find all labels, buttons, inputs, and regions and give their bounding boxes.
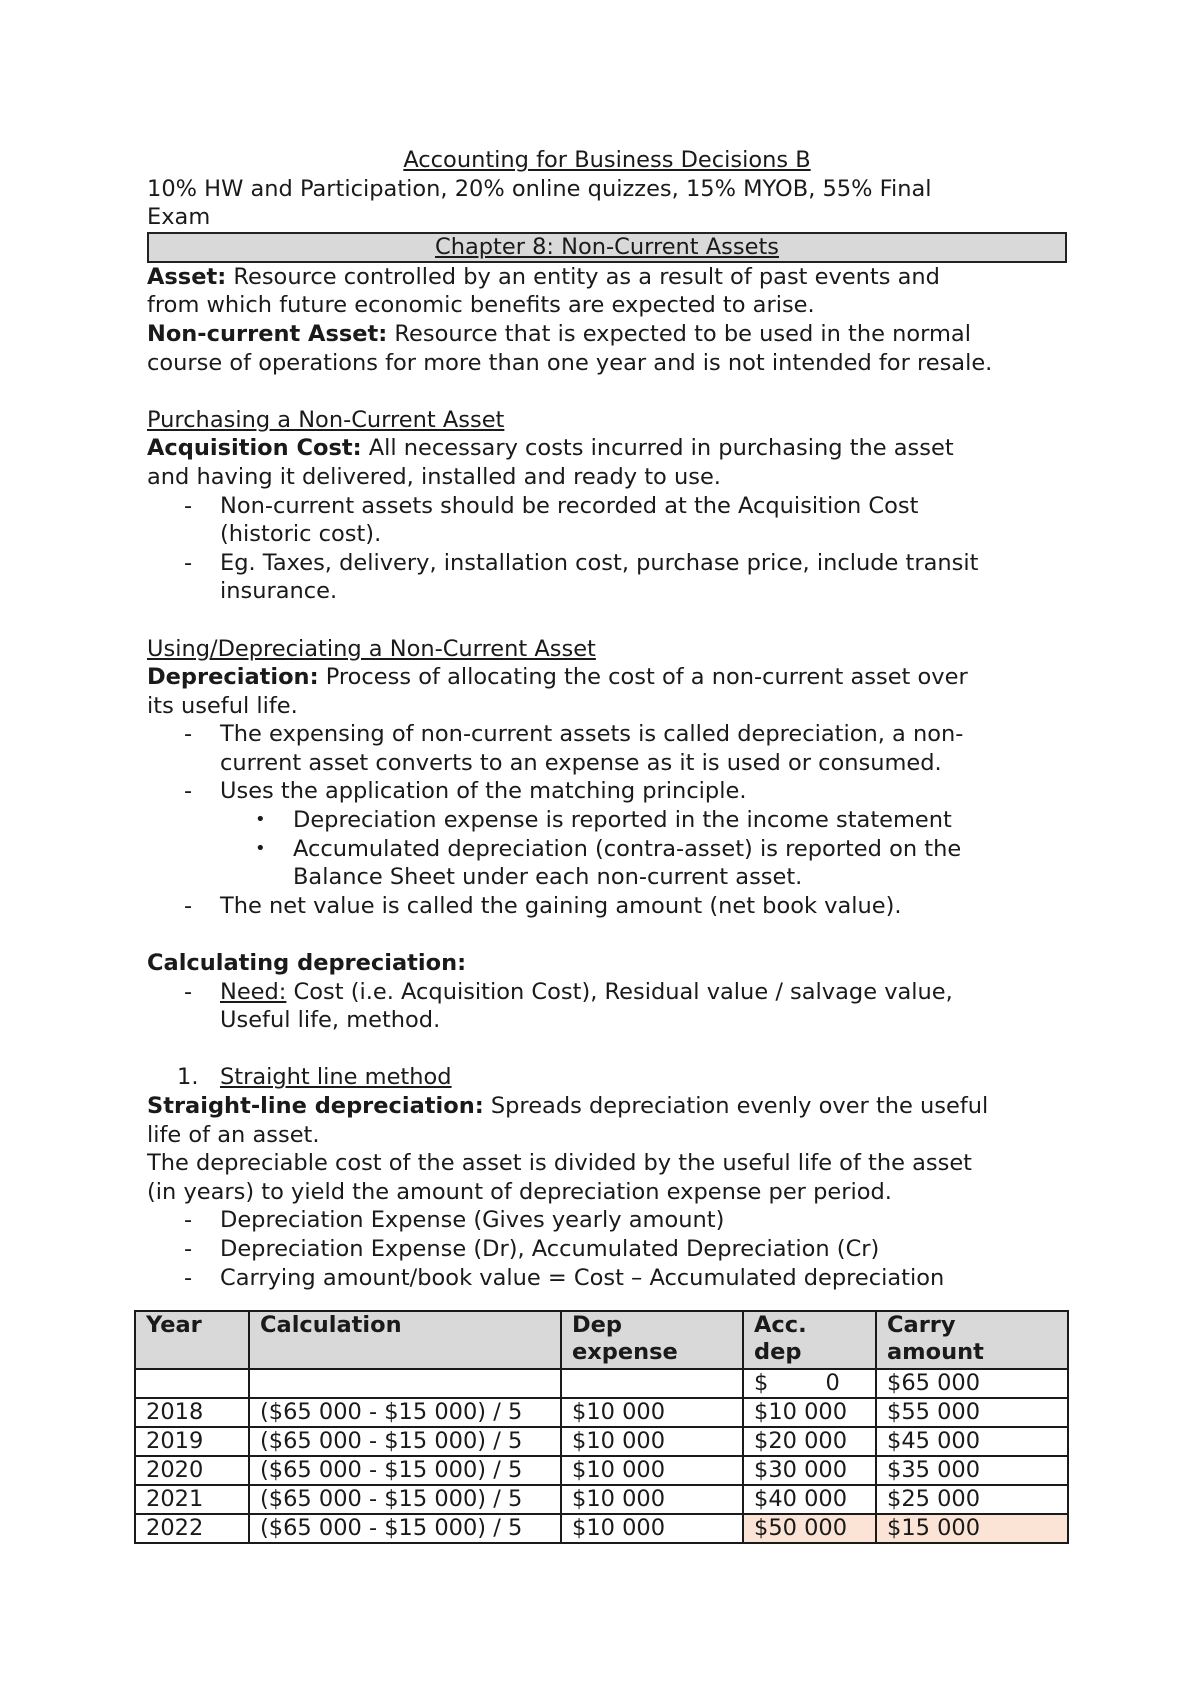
method-heading-line	[147, 1063, 1067, 1092]
depreciating-bullet-3: - The net value is called the gaining amount (net book value).	[147, 892, 1067, 921]
nca-def-2: course of operations for more than one year and is not intended for resale.	[147, 349, 993, 376]
table-header-row	[135, 1311, 1068, 1369]
acquisition-def-2: and having it delivered, installed and ready to use.	[147, 463, 721, 490]
cell-carry-highlighted: $15 000	[876, 1514, 1068, 1543]
depreciating-sub-1: • Depreciation expense is reported in the income statement	[147, 806, 1067, 835]
nca-def-1: Resource that is expected to be used in the normal	[387, 320, 971, 347]
asset-def-2: from which future economic benefits are expected to arise.	[147, 292, 815, 319]
cell-dep: $10 000	[561, 1427, 743, 1456]
acquisition-definition	[147, 434, 1067, 463]
table-row	[135, 1514, 1068, 1543]
purchasing-bullet-2a: - Eg. Taxes, delivery, installation cost, purchase price, include transit	[147, 549, 1067, 578]
cell-calc: ($65 000 - $15 000) / 5	[249, 1398, 561, 1427]
cell-acc: $20 000	[743, 1427, 876, 1456]
cell-calc: ($65 000 - $15 000) / 5	[249, 1427, 561, 1456]
cell-carry: $65 000	[876, 1369, 1068, 1398]
cell-acc: $10 000	[743, 1398, 876, 1427]
sl-definition	[147, 1092, 1067, 1121]
cell-year: 2018	[135, 1398, 249, 1427]
cell-calc: ($65 000 - $15 000) / 5	[249, 1456, 561, 1485]
header-carry-amount: Carry amount	[876, 1311, 1068, 1369]
cell-carry: $55 000	[876, 1398, 1068, 1427]
depreciation-term: Depreciation:	[147, 664, 319, 691]
acquisition-def-1: All necessary costs incurred in purchasing the asset	[361, 435, 954, 462]
cell-carry: $25 000	[876, 1485, 1068, 1514]
cell-dep	[561, 1369, 743, 1398]
nca-term: Non-current Asset:	[147, 320, 388, 347]
need-text: Cost (i.e. Acquisition Cost), Residual value / salvage value,	[286, 978, 953, 1005]
table-row	[135, 1485, 1068, 1514]
cell-acc: $30 000	[743, 1456, 876, 1485]
nca-definition	[147, 320, 1067, 349]
cell-year: 2021	[135, 1485, 249, 1514]
sl-def-1: Spreads depreciation evenly over the useful	[483, 1093, 989, 1119]
cell-year: 2020	[135, 1456, 249, 1485]
need-line	[147, 978, 1067, 1007]
document-page	[147, 146, 1067, 1292]
cell-acc-highlighted: $50 000	[743, 1514, 876, 1543]
purchasing-bullet-1a: - Non-current assets should be recorded at the Acquisition Cost	[147, 492, 1067, 521]
method-heading: Straight line method	[220, 1064, 452, 1091]
asset-term: Asset:	[147, 263, 227, 290]
cell-acc: $ 0	[743, 1369, 876, 1398]
cell-carry: $35 000	[876, 1456, 1068, 1485]
cell-dep: $10 000	[561, 1456, 743, 1485]
cell-calc: ($65 000 - $15 000) / 5	[249, 1514, 561, 1543]
chapter-title-box	[147, 232, 1067, 263]
depreciation-def-1: Process of allocating the cost of a non-current asset over	[318, 664, 968, 691]
method-number: 1.	[177, 1064, 199, 1091]
table-row	[135, 1456, 1068, 1485]
sl-para-2: (in years) to yield the amount of depreciation expense per period.	[147, 1178, 892, 1205]
cell-carry: $45 000	[876, 1427, 1068, 1456]
depreciating-sub-2a: • Accumulated depreciation (contra-asset) is reported on the	[147, 835, 1067, 864]
header-dep-expense: Dep expense	[561, 1311, 743, 1369]
purchasing-heading: Purchasing a Non-Current Asset	[147, 406, 505, 433]
course-title: Accounting for Business Decisions B	[403, 147, 811, 173]
cell-acc: $40 000	[743, 1485, 876, 1514]
cell-year	[135, 1369, 249, 1398]
assessment-line-1: 10% HW and Participation, 20% online quizzes, 15% MYOB, 55% Final	[147, 175, 932, 202]
header-calculation: Calculation	[249, 1311, 561, 1369]
depreciating-bullet-2: - Uses the application of the matching principle.	[147, 777, 1067, 806]
sl-def-2: life of an asset.	[147, 1121, 320, 1148]
cell-dep: $10 000	[561, 1514, 743, 1543]
cell-dep: $10 000	[561, 1398, 743, 1427]
acquisition-term: Acquisition Cost:	[147, 435, 362, 462]
chapter-title: Chapter 8: Non-Current Assets	[434, 233, 779, 260]
asset-def-1: Resource controlled by an entity as a result of past events and	[226, 263, 940, 290]
depreciating-heading: Using/Depreciating a Non-Current Asset	[147, 635, 596, 662]
header-year: Year	[135, 1311, 249, 1369]
purchasing-bullet-2b: insurance.	[220, 578, 338, 605]
calculating-heading: Calculating depreciation:	[147, 950, 467, 977]
table-row-opening	[135, 1369, 1068, 1398]
depreciating-sub-2b: Balance Sheet under each non-current asset.	[293, 864, 803, 891]
calculating-bullet-3: - Carrying amount/book value = Cost – Accumulated depreciation	[147, 1264, 1067, 1293]
table-row	[135, 1427, 1068, 1456]
header-acc-dep: Acc. dep	[743, 1311, 876, 1369]
depreciation-table	[134, 1310, 1069, 1544]
need-label: Need:	[220, 978, 287, 1005]
cell-calc: ($65 000 - $15 000) / 5	[249, 1485, 561, 1514]
assessment-line-2: Exam	[147, 204, 211, 231]
sl-term: Straight-line depreciation:	[147, 1093, 484, 1119]
asset-definition	[147, 263, 1067, 292]
depreciating-bullet-1a: - The expensing of non-current assets is called depreciation, a non-	[147, 720, 1067, 749]
cell-calc	[249, 1369, 561, 1398]
purchasing-bullet-1b: (historic cost).	[220, 521, 382, 548]
cell-dep: $10 000	[561, 1485, 743, 1514]
sl-para-1: The depreciable cost of the asset is divided by the useful life of the asset	[147, 1150, 972, 1177]
table-row	[135, 1398, 1068, 1427]
cell-year: 2019	[135, 1427, 249, 1456]
calculating-bullet-1: - Depreciation Expense (Gives yearly amount)	[147, 1206, 1067, 1235]
need-text-2: Useful life, method.	[220, 1007, 441, 1034]
calculating-bullet-2: - Depreciation Expense (Dr), Accumulated Depreciation (Cr)	[147, 1235, 1067, 1264]
depreciation-def-2: its useful life.	[147, 692, 298, 719]
depreciation-definition	[147, 663, 1067, 692]
cell-year: 2022	[135, 1514, 249, 1543]
depreciating-bullet-1b: current asset converts to an expense as it is used or consumed.	[220, 749, 942, 776]
